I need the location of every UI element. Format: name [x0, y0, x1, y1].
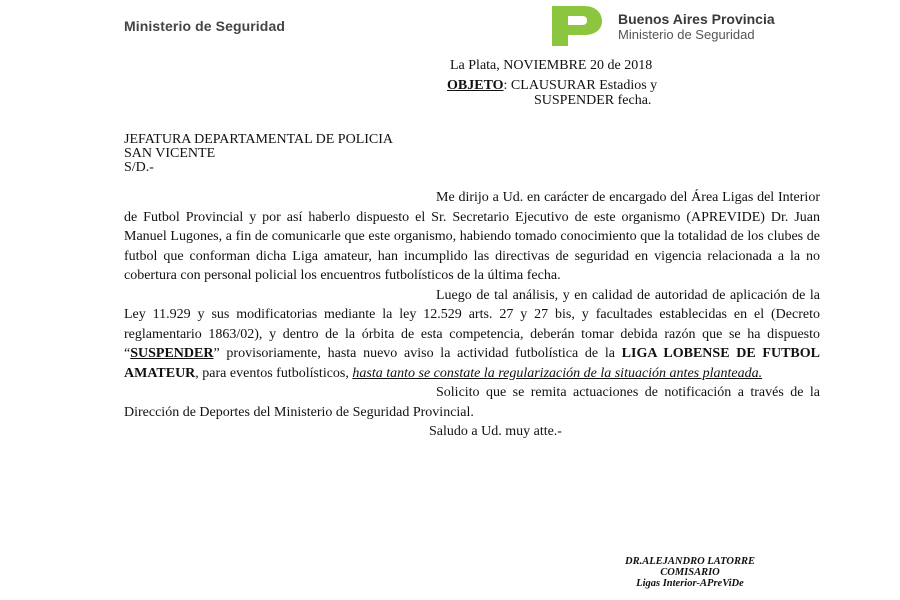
logo-subtitle: Ministerio de Seguridad	[618, 27, 755, 42]
league-name: LIGA LOBENSE DE FUTBOL AMATEUR	[124, 346, 820, 381]
letter-body	[124, 188, 820, 442]
suspender-emphasis: SUSPENDER	[130, 346, 214, 361]
addressee-line-2: SAN VICENTE	[124, 146, 216, 161]
subject-line-2: SUSPENDER fecha.	[534, 93, 652, 108]
ministry-header-text: Ministerio de Seguridad	[124, 18, 285, 34]
paragraph-2-part-a: Luego de tal análisis, y en calidad de autoridad de aplicación de la Ley 11.929 y sus modificatorias mediante la ley 12.529 arts. 27 y 27 bis, y facultades establecidas en el (Decreto reglamentario 1863/02), y dentro de la órbita de esta competencia, deberán tomar debida razón que se ha dispuesto “	[124, 287, 820, 361]
subject-block	[447, 78, 657, 108]
subject-label: OBJETO	[447, 78, 504, 93]
place-date: La Plata, NOVIEMBRE 20 de 2018	[450, 58, 653, 73]
paragraph-2	[124, 286, 820, 384]
logo-title: Buenos Aires Provincia	[618, 11, 775, 27]
paragraph-3: Solicito que se remita actuaciones de notificación a través de la Dirección de Deportes del Ministerio de Seguridad Provincial.	[124, 385, 820, 420]
signatory-rank: COMISARIO	[660, 567, 720, 578]
signatory-name: DR.ALEJANDRO LATORRE	[625, 556, 755, 567]
addressee-line-3: S/D.-	[124, 160, 154, 175]
signatory-unit: Ligas Interior-APreViDe	[636, 578, 744, 589]
province-logo-icon	[550, 4, 606, 48]
subject-line-1: : CLAUSURAR Estadios y	[503, 78, 658, 93]
addressee-block	[124, 133, 393, 175]
paragraph-1: Me dirijo a Ud. en carácter de encargado del Área Ligas del Interior de Futbol Provincial y por así haberlo dispuesto el Sr. Secretario Ejecutivo de este organismo (APREVIDE) Dr. Juan Manuel Lugones, a fin de comunicarle que este organismo, habiendo tomado conocimiento que la totalidad de los clubes de futbol que conforman dicha Liga amateur, han incumplido las directivas de seguridad en vigencia relacionada a la no cobertura con personal policial los encuentros futbolísticos de la última fecha.	[124, 190, 820, 283]
paragraph-2-part-b: ” provisoriamente, hasta nuevo aviso la actividad futbolística de la	[213, 346, 622, 361]
paragraph-2-part-c: , para eventos futbolísticos,	[195, 365, 353, 381]
signature-block	[560, 556, 820, 589]
paragraph-2-italic-clause: hasta tanto se constate la regularización de la situación antes planteada.	[352, 365, 763, 381]
closing-salutation: Saludo a Ud. muy atte.-	[429, 424, 562, 439]
province-logo	[550, 4, 810, 48]
addressee-line-1: JEFATURA DEPARTAMENTAL DE POLICIA	[124, 132, 394, 147]
